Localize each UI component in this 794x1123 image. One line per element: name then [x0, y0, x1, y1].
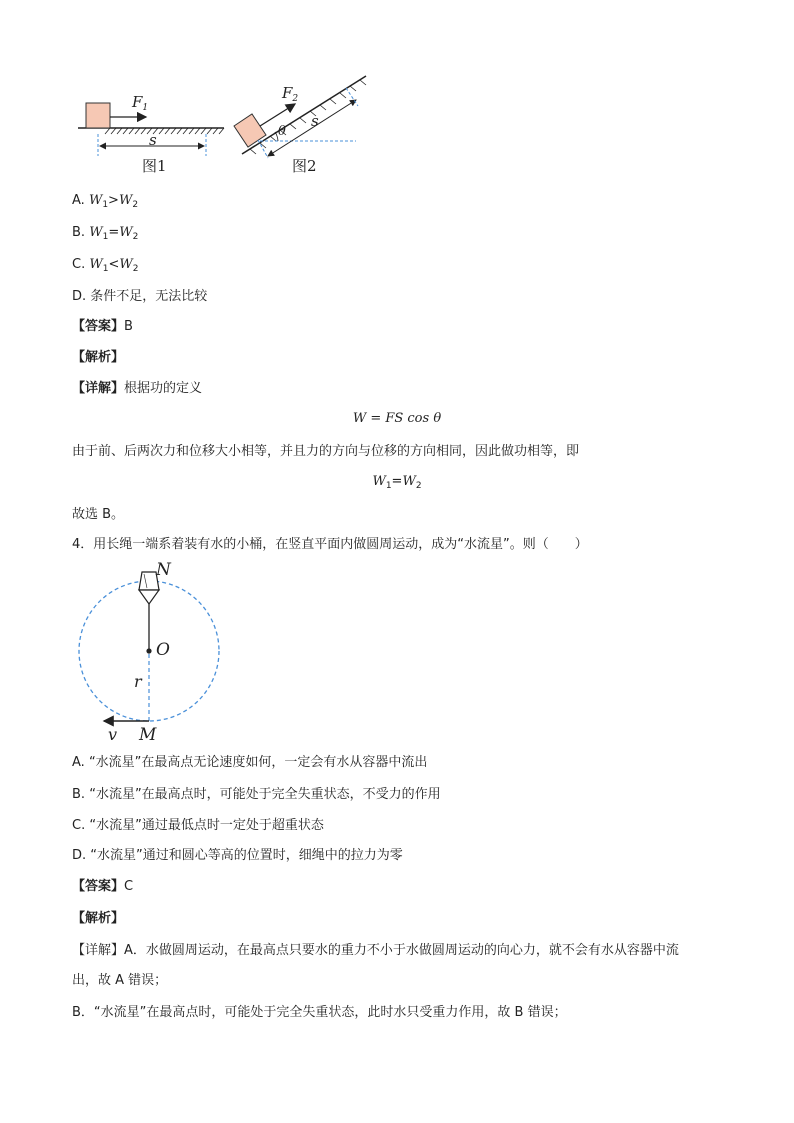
- fig2-caption: 图2: [292, 157, 317, 175]
- q4-detail-line-2: 出，故 A 错误；: [72, 973, 168, 988]
- label-o: O: [156, 640, 170, 660]
- label-n: N: [156, 560, 171, 580]
- fig1-caption: 图1: [142, 157, 167, 175]
- center-point: [146, 648, 151, 653]
- q3-option-d: D. 条件不足，无法比较: [72, 289, 208, 304]
- q4-analysis-label: 【解析】: [72, 911, 125, 926]
- label-f2: $F_2$: [282, 84, 299, 104]
- q4-detail-line-3: B．“水流星”在最高点时，可能处于完全失重状态，此时水只受重力作用，故 B 错误；: [72, 1005, 567, 1020]
- label-theta: θ: [278, 124, 286, 139]
- fig2-diagram: [234, 76, 366, 158]
- q3-conclusion: 故选 B。: [72, 507, 125, 522]
- label-m: M: [139, 725, 157, 745]
- q3-formula-work: W = FS cos θ: [352, 411, 442, 426]
- q4-answer: 【答案】C: [72, 879, 134, 894]
- q3-analysis-label: 【解析】: [72, 350, 125, 365]
- label-s2: s: [311, 112, 319, 130]
- q3-option-b: B. $W_1=W_2$: [72, 225, 139, 242]
- q3-option-c: C. $W_1<W_2$: [72, 257, 139, 274]
- q4-question: 4．用长绳一端系着装有水的小桶，在竖直平面内做圆周运动，成为“水流星”。则（ ）: [72, 537, 588, 552]
- q4-option-c: C. “水流星”通过最低点时一定处于超重状态: [72, 818, 324, 833]
- q4-option-d: D. “水流星”通过和圆心等高的位置时，细绳中的拉力为零: [72, 848, 403, 863]
- q4-option-b: B. “水流星”在最高点时，可能处于完全失重状态，不受力的作用: [72, 787, 441, 802]
- q3-detail: 【详解】根据功的定义: [72, 381, 203, 396]
- q3-answer: 【答案】B: [72, 319, 133, 334]
- label-v: v: [108, 725, 118, 744]
- q3-option-a: A. $W_1>W_2$: [72, 193, 139, 210]
- figure-q3: [70, 70, 380, 180]
- q4-detail-line-1: 【详解】A．水做圆周运动，在最高点只要水的重力不小于水做圆周运动的向心力，就不会有水从容器中流: [72, 943, 679, 958]
- label-f1: $F_1$: [132, 93, 149, 113]
- block-1: [86, 103, 110, 128]
- label-s1: s: [149, 131, 157, 149]
- q4-option-a: A. “水流星”在最高点无论速度如何，一定会有水从容器中流出: [72, 755, 428, 770]
- label-r: r: [134, 672, 142, 691]
- figure-q4: [70, 560, 240, 750]
- q3-explanation: 由于前、后两次力和位移大小相等，并且力的方向与位移的方向相同，因此做功相等，即: [72, 444, 580, 459]
- q3-formula-equal: $W_1=W_2$: [372, 474, 422, 491]
- force-arrow-f2: [260, 104, 295, 126]
